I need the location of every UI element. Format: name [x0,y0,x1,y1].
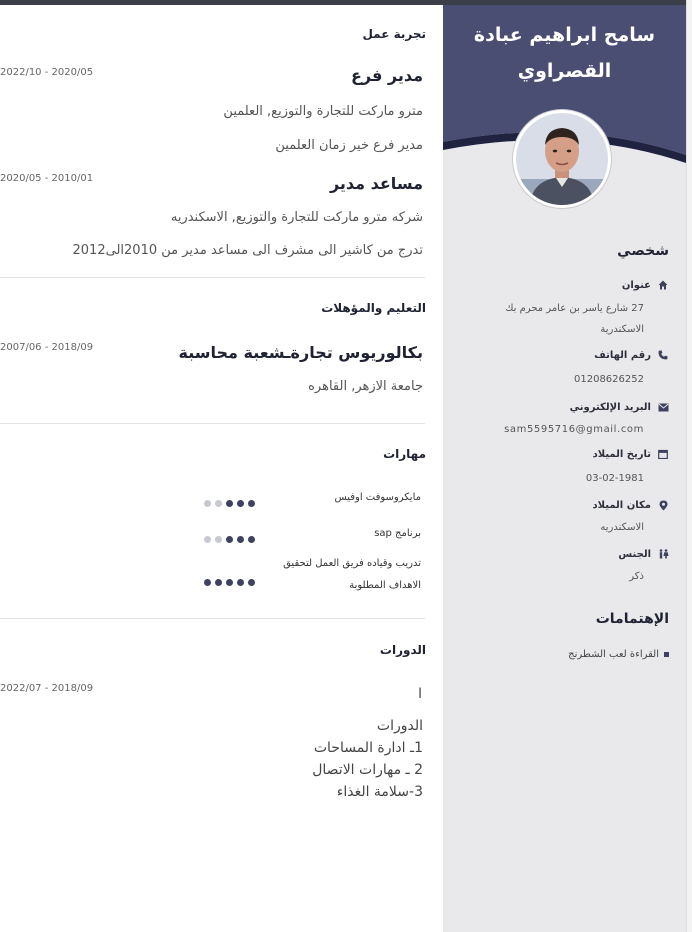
rating-dot [248,536,255,543]
interests-title: الإهتمامات [595,611,669,627]
birthplace-label: مكان الميلاد [592,499,651,511]
rating-dot [226,579,233,586]
phone-value: 01208626252 [574,374,644,385]
page-edge [686,0,692,932]
education-school: جامعة الازهر, القاهره [308,379,423,394]
courses-line-4: 3-سلامة الغذاء [336,784,423,800]
phone-icon [657,349,669,361]
calendar-icon [657,448,669,460]
email-label: البريد الإلكتروني [569,401,651,413]
email-value: sam5595716@gmail.com [504,424,644,435]
address-line1: 27 شارع ياسر بن عامر محرم بك [505,303,644,314]
interest-text: القراءة لعب الشطرنج [568,649,659,660]
rating-dot [237,536,244,543]
courses-line-1: الدورات [376,718,423,734]
job-1-dates: 2022/10 - 2020/05 [0,67,94,78]
divider [0,277,425,278]
rating-dot [204,579,211,586]
avatar [513,110,611,208]
main-content [0,5,443,932]
birthdate-value: 03-02-1981 [585,473,644,484]
gender-label: الجنس [618,548,651,560]
experience-title: تجربة عمل [362,27,426,41]
skill-3-name-line2: الاهداف المطلوبة [349,580,421,591]
gender-label-row [618,548,669,560]
rating-dot [215,500,222,507]
education-degree: بكالوريوس تجارةـشعبة محاسبة [178,343,423,362]
birthplace-value: الاسكندريه [600,522,644,533]
rating-dot [248,500,255,507]
courses-line-3: 2 ـ مهارات الاتصال [312,762,423,778]
rating-dot [237,579,244,586]
birthdate-label-row [593,448,669,460]
education-dates: 2007/06 - 2018/09 [0,342,94,353]
job-1-desc: مدير فرع خير زمان العلمين [275,138,423,153]
personal-title: شخصي [617,243,669,259]
gender-value: ذكر [629,571,644,582]
avatar-photo [516,113,608,205]
job-2-dates: 2020/05 - 2010/01 [0,173,94,184]
rating-dot [248,579,255,586]
courses-title: الدورات [379,643,426,657]
rating-dot [226,500,233,507]
education-title: التعليم والمؤهلات [321,301,426,315]
email-label-row [570,401,669,413]
skill-3-name-line1: تدريب وقياده فريق العمل لتحقيق [283,558,421,569]
profile-name: سامح ابراهيم عبادة القصراوي [473,24,656,82]
skills-title: مهارات [383,447,426,461]
birthdate-label: تاريخ الميلاد [592,448,651,460]
courses-line-2: 1ـ ادارة المساحات [313,740,423,756]
address-label-row [622,279,669,291]
phone-label-row [594,349,669,361]
rating-dot [215,579,222,586]
skill-2-name: برنامج sap [374,528,421,539]
skill-2-rating [204,536,255,543]
job-2-role: مساعد مدير [329,174,423,193]
courses-marker: ا [418,686,422,702]
map-pin-icon [657,499,669,511]
job-2-desc: تدرج من كاشير الى مشرف الى مساعد مدير من 2010الى2012 [72,243,423,258]
courses-dates: 2022/07 - 2018/09 [0,683,94,694]
rating-dot [204,500,211,507]
skill-1-rating [204,500,255,507]
job-1-role: مدير فرع [350,66,423,85]
rating-dot [215,536,222,543]
job-2-company: شركه مترو ماركت للتجارة والتوزيع, الاسكندريه [170,210,423,225]
skill-3-rating [204,579,255,586]
gender-icon [657,548,669,560]
interest-item [568,649,669,660]
rating-dot [226,536,233,543]
address-line2: الاسكندرية [600,324,644,335]
home-icon [657,279,669,291]
bullet-square-icon [664,652,669,657]
phone-label: رقم الهاتف [594,349,651,361]
divider [0,618,425,619]
divider [0,423,425,424]
sidebar [443,5,686,932]
skill-1-name: مايكروسوفت اوفيس [334,492,421,503]
envelope-icon [657,401,669,413]
rating-dot [237,500,244,507]
job-1-company: مترو ماركت للتجارة والتوزيع, العلمين [223,104,423,119]
birthplace-label-row [593,499,669,511]
rating-dot [204,536,211,543]
address-label: عنوان [621,279,651,291]
